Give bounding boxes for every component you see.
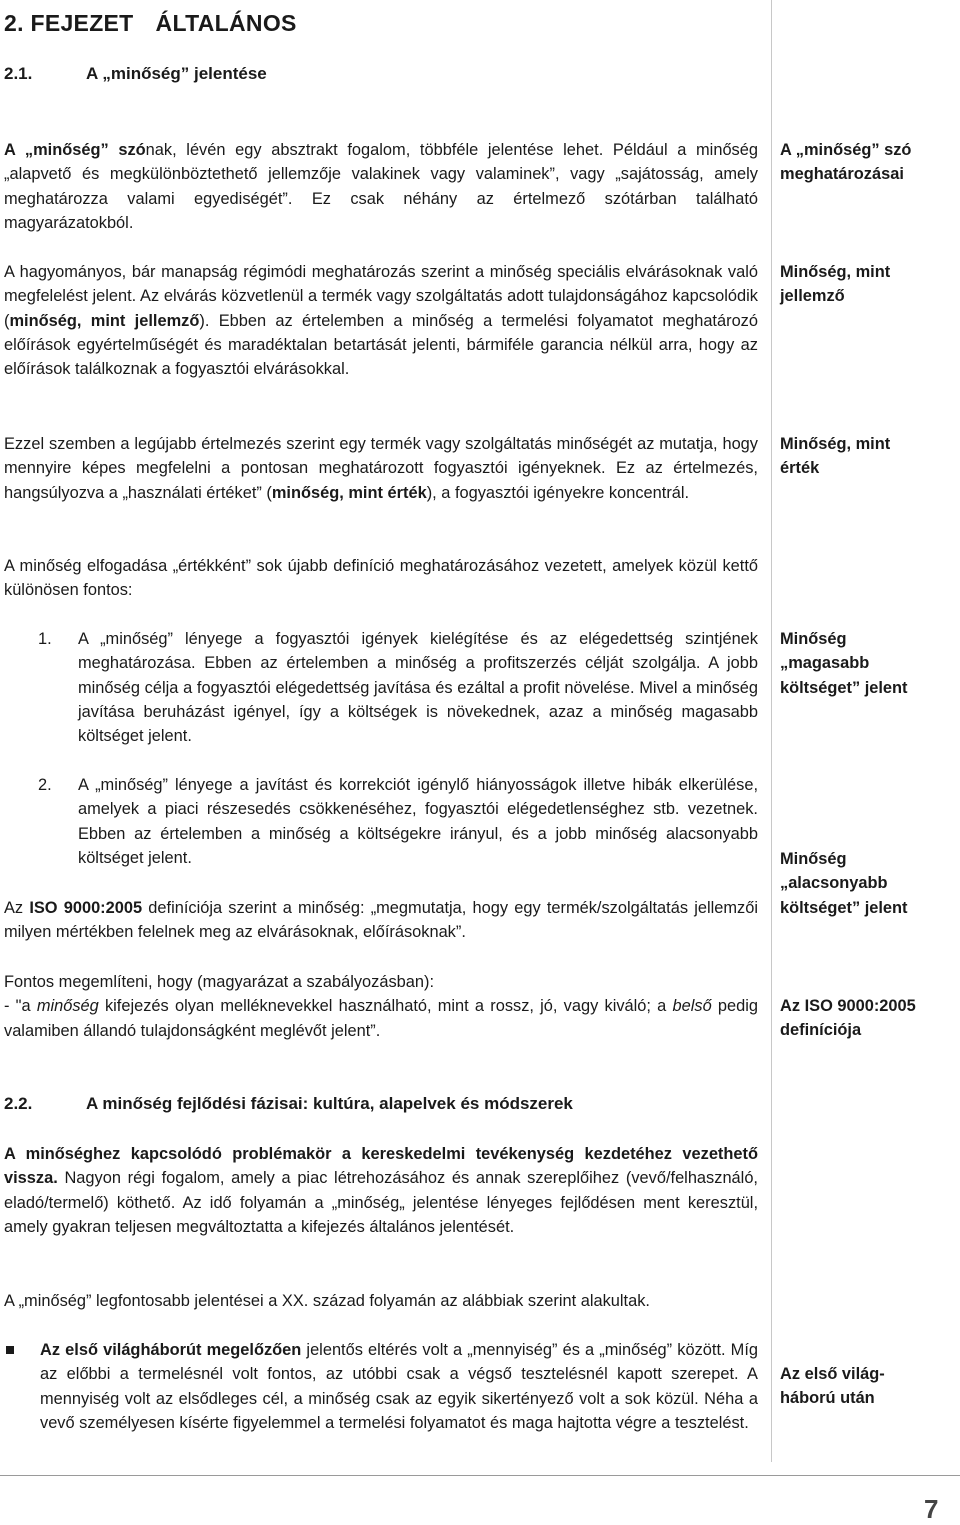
sidenote-line: A „minőség” szó [780, 141, 912, 159]
paragraph-2 [4, 260, 758, 381]
section-title: A minőség fejlődési fázisai: kultúra, alapelvek és módszerek [86, 1094, 573, 1113]
sidenote-line: meghatározásai [780, 165, 904, 184]
bold-term: minőség, mint érték [271, 483, 427, 502]
sidenote-iso-definition [780, 994, 956, 1043]
paragraph-1 [4, 138, 758, 235]
italic-term: minőség [36, 997, 99, 1016]
quote-text: pedig valamiben állandó tulajdonságként meglévőt jelent”. [4, 997, 758, 1040]
bold-term: minőség, mint jellemző [9, 311, 200, 330]
sidenote-line: definíciója [780, 1021, 862, 1040]
chapter-heading [4, 10, 297, 37]
paragraph-7 [4, 1142, 758, 1239]
section-number: 2.1. [4, 64, 33, 83]
sidenote-line: költséget” jelent [780, 678, 908, 697]
sidenote-line: Minőség, mint [780, 435, 891, 453]
sidenote-line: háború után [780, 1389, 875, 1408]
sidenote-line: Minőség [780, 850, 847, 868]
section-heading-2-2 [4, 1094, 573, 1114]
sidenote-line: Minőség [780, 630, 847, 648]
column-divider [771, 0, 772, 1462]
paragraph-text: nak, lévén egy absztrakt fogalom, többféle jelentése lehet. Például a minőség „alapvető és megkülönböztethető jellemzője valakinek vagy valaminek”, vagy „sajátosság, amely meghatározza valami egyediségét”. Ez csak néhány az értelmező szótárban található magyarázatokból. [4, 141, 758, 232]
section-number: 2.2. [4, 1094, 33, 1113]
paragraph-text: Az [4, 899, 30, 917]
sidenote-higher-cost [780, 627, 956, 700]
sidenote-quality-as-feature [780, 260, 956, 309]
paragraph-text: Nagyon régi fogalom, amely a piac létrehozásához és annak szereplőihez (vevő/felhasználó, eladó/termelő) köthető. Az idő folyamán a „minőség„ jelentése lényeges fejlődésen ment keresztül, amely gyakran teljesen megváltoztatta a kifejezés általános jelentését. [4, 1169, 758, 1236]
sidenote-line: „alacsonyabb [780, 874, 888, 893]
list-number: 2. [38, 776, 52, 794]
sidenote-line: költséget” jelent [780, 898, 908, 917]
bold-term: Az első világháborút megelőzően [40, 1341, 302, 1359]
paragraph-text: ), a fogyasztói igényekre koncentrál. [426, 483, 690, 502]
paragraph-6 [4, 970, 758, 1043]
paragraph-text: Ezzel szemben a legújabb értelmezés szerint egy termék vagy szolgáltatás minőségét az mutatja, hogy mennyire képes megfelelni a pontosan meghatározott fogyasztói igényeknek. Ez az értelmezés, hangsúlyozva a „használati értéket” ( [4, 435, 758, 502]
list-text: A „minőség” lényege a fogyasztói igények kielégítése és az elégedettség szintjének meghatározása. Ebben az értelemben a minőség a profitszerzés célját szolgálja. A jobb minőség célja a fogyasztói elégedettség javítása és ezáltal a profit növelése. Mivel a minőség javítása beruházást igényel, így a költségek is növekednek, azaz a minőség magasabb költséget jelent. [78, 630, 758, 746]
bold-term: A „minőség” szó [4, 141, 146, 159]
sidenote-line: Az első világ- [780, 1365, 885, 1383]
list-number: 1. [38, 630, 52, 648]
paragraph-8: A „minőség” legfontosabb jelentései a XX. század folyamán az alábbiak szerint alakultak. [4, 1292, 650, 1310]
sidenote-after-ww1 [780, 1362, 956, 1411]
paragraph-3 [4, 432, 758, 505]
paragraph-text: A hagyományos, bár manapság régimódi meghatározás szerint a minőség speciális elvárásoknak való megfelelést jelent. Az elvárás közvetlenül a termék vagy szolgáltatás adott tulajdonságához kapcsolódik ( [4, 263, 758, 330]
chapter-number: 2. FEJEZET [4, 10, 134, 36]
sidenote-line: Minőség, mint [780, 263, 891, 281]
bold-term: ISO 9000:2005 [29, 899, 143, 917]
sidenote-line: jellemző [780, 287, 845, 306]
page-number: 7 [924, 1494, 939, 1524]
bold-term: A minőséghez kapcsolódó problémakör a kereskedelmi tevékenység kezdetéhez vezethető vissza. [4, 1145, 758, 1188]
section-heading-2-1 [4, 64, 267, 84]
sidenote-line: érték [780, 459, 820, 478]
sidenote-line: „magasabb [780, 654, 870, 673]
bullet-item [4, 1338, 758, 1435]
paragraph-4: A minőség elfogadása „értékként” sok újabb definíció meghatározásához vezetett, amelyek közül kettő különösen fontos: [4, 557, 758, 600]
footer-rule [0, 1475, 960, 1476]
sidenote-lower-cost [780, 847, 956, 920]
chapter-title: ÁLTALÁNOS [155, 10, 297, 36]
italic-term: belső [672, 997, 712, 1016]
square-bullet-icon [6, 1346, 14, 1354]
list-item-1 [38, 627, 758, 748]
list-item-2 [38, 773, 758, 870]
quote-text: - "a [4, 997, 37, 1016]
paragraph-quote [4, 994, 758, 1043]
list-text: A „minőség” lényege a javítást és korrekciót igénylő hiányosságok illetve hibák elkerülése, amelyek a piaci részesedés csökkenéséhez, fogyasztói elégedetlenséghez stb. vezetnek. Ebben az értelemben a minőség a költségekre irányul, és a jobb minőség alacsonyabb költséget jelent. [78, 776, 758, 867]
bullet-text [40, 1338, 758, 1435]
sidenote-line: Az ISO 9000:2005 [780, 997, 916, 1015]
sidenote-quality-as-value [780, 432, 956, 481]
paragraph-5 [4, 896, 758, 945]
paragraph-text: definíciója szerint a minőség: „megmutatja, hogy egy termék/szolgáltatás jellemzői milyen mértékben felelnek meg az elvárásoknak, előírásoknak”. [4, 899, 758, 942]
quote-text: kifejezés olyan melléknevekkel használható, mint a rossz, jó, vagy kiváló; a [98, 997, 673, 1016]
paragraph-text: jelentős eltérés volt a „mennyiség” és a „minőség” között. Míg az előbbi a termelésnél volt fontos, az utóbbi csak a végső tesztelésnél kapott szerepet. A mennyiség volt az elsődleges cél, a minőség csak az egyik sikertényező volt a sok közül. Néha a vevő személyesen kísérte figyelemmel a termelési folyamatot és maga hajtotta végre a tesztelést. [40, 1341, 759, 1432]
sidenote-definitions [780, 138, 956, 187]
paragraph-line: Fontos megemlíteni, hogy (magyarázat a szabályozásban): [4, 973, 435, 991]
section-title: A „minőség” jelentése [86, 64, 267, 83]
paragraph-text: ). Ebben az értelemben a minőség a termelési folyamatot meghatározó előírások egyértelműségét és maradéktalan betartását jelenti, bármiféle garancia nélkül arra, hogy az előírások találkoznak a fogyasztói elvárásokkal. [4, 311, 758, 379]
